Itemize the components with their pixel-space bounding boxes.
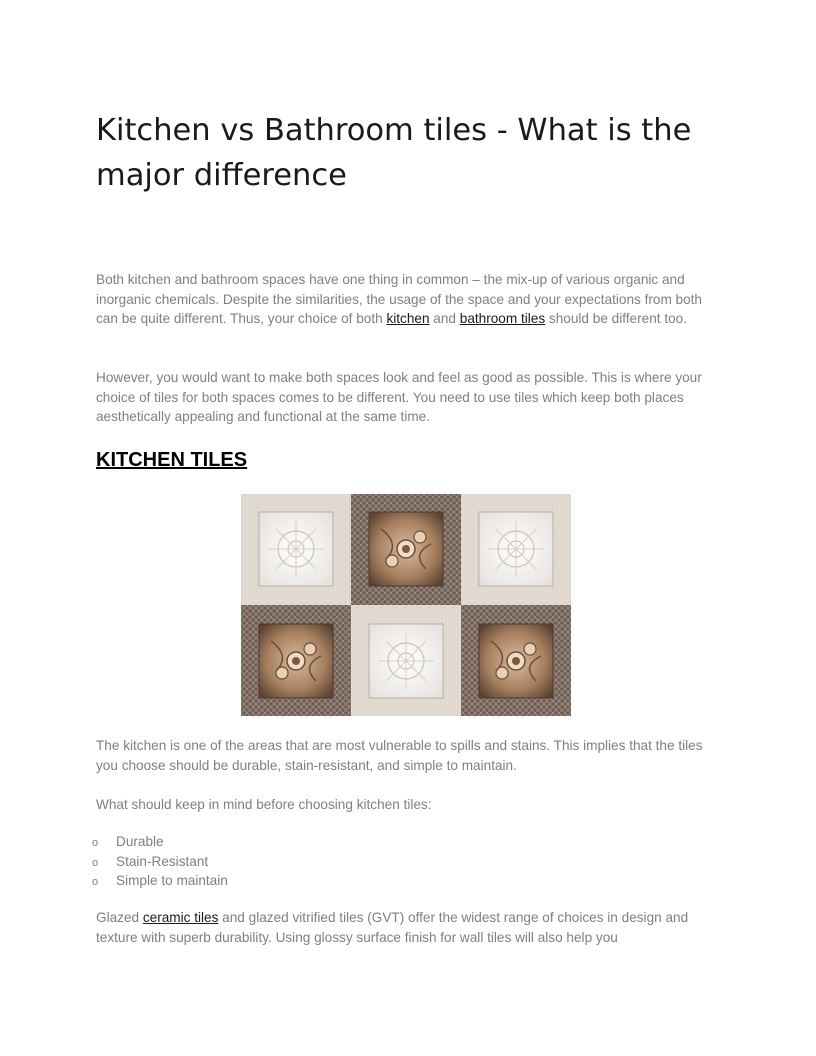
paragraph-3: The kitchen is one of the areas that are most vulnerable to spills and stains. This implies that the tiles you choose should be durable, stain-resistant, and simple to maintain. <box>96 738 703 773</box>
list-item <box>92 852 228 872</box>
list-item-label: Stain-Resistant <box>116 853 209 869</box>
bathroom-tiles-link[interactable]: bathroom tiles <box>459 311 546 326</box>
section-heading-kitchen-tiles: KITCHEN TILES <box>96 449 248 471</box>
paragraph-4: What should keep in mind before choosing kitchen tiles: <box>96 797 432 812</box>
bullet-marker-icon: o <box>92 876 99 889</box>
paragraph-5 <box>96 908 720 947</box>
page-title: Kitchen vs Bathroom tiles - What is the major difference <box>96 113 692 193</box>
para5-text-2: and glazed vitrified tiles (GVT) offer the widest range of choices in design and texture with superb durability. Using glossy surface finish for wall tiles will also help you <box>96 910 689 945</box>
kitchen-tiles-image <box>241 494 571 716</box>
kitchen-tile-criteria-list <box>92 832 228 891</box>
intro-text-1: Both kitchen and bathroom spaces have one thing in common – the mix-up of various organic and inorganic chemicals. Despite the similarities, the usage of the space and your expectations from both can be quite different. Thus, your choice of both <box>96 272 702 326</box>
bullet-marker-icon: o <box>92 856 99 869</box>
list-item-label: Durable <box>116 834 164 849</box>
ceramic-tiles-link[interactable]: ceramic tiles <box>142 910 219 925</box>
bullet-marker-icon: o <box>92 837 99 849</box>
list-item-label: Simple to maintain <box>116 873 228 889</box>
para5-text-1: Glazed <box>96 910 143 925</box>
intro-paragraph <box>96 270 720 329</box>
intro-text-2: and <box>429 311 460 326</box>
intro-text-3: should be different too. <box>545 311 687 326</box>
list-item <box>92 832 228 852</box>
kitchen-link[interactable]: kitchen <box>386 311 430 326</box>
paragraph-2: However, you would want to make both spaces look and feel as good as possible. This is where your choice of tiles for both spaces comes to be different. You need to use tiles which keep both places aesthetically appealing and functional at the same time. <box>96 370 702 424</box>
list-item <box>92 871 228 891</box>
